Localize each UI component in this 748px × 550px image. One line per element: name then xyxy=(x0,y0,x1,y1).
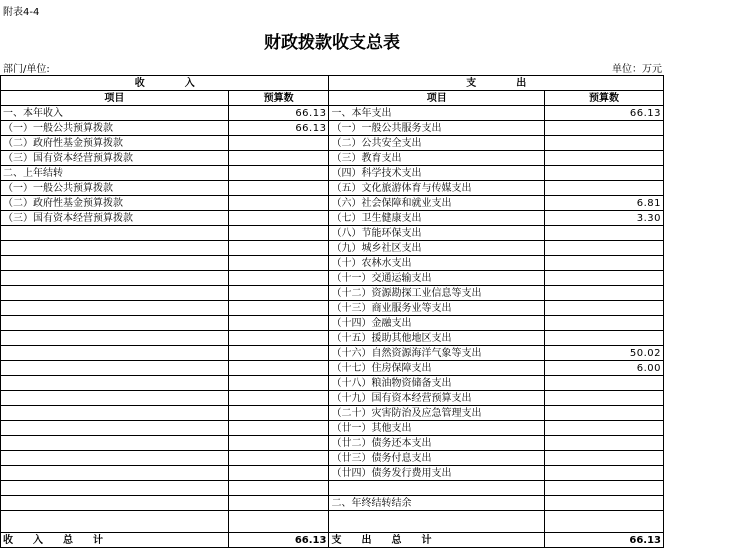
table-row xyxy=(1,376,664,391)
income-item-cell[interactable] xyxy=(1,256,229,271)
section-header-row xyxy=(1,76,664,91)
income-item-cell[interactable] xyxy=(1,301,229,316)
income-item-cell[interactable] xyxy=(1,271,229,286)
page-title: 财政拨款收支总表 xyxy=(264,33,400,53)
cell[interactable] xyxy=(545,511,664,533)
spacer-row xyxy=(1,511,664,533)
expense-value-cell[interactable]: 6.00 xyxy=(545,361,664,376)
income-value-cell[interactable] xyxy=(228,181,329,196)
income-value-cell[interactable] xyxy=(228,316,329,331)
department-label: 部门/单位: xyxy=(3,64,50,75)
income-item-cell[interactable]: （三）国有资本经营预算拨款 xyxy=(1,211,229,226)
income-value-cell[interactable]: 66.13 xyxy=(228,106,329,121)
expense-item-cell[interactable]: （廿三）债务付息支出 xyxy=(329,451,545,466)
table-row xyxy=(1,406,664,421)
cell[interactable] xyxy=(329,481,545,496)
expense-item-cell[interactable]: （二十）灾害防治及应急管理支出 xyxy=(329,406,545,421)
expense-value-cell[interactable] xyxy=(545,286,664,301)
income-item-cell[interactable] xyxy=(1,421,229,436)
expense-value-cell[interactable] xyxy=(545,121,664,136)
table-row xyxy=(1,106,664,121)
income-item-cell[interactable] xyxy=(1,286,229,301)
income-item-header[interactable]: 项目 xyxy=(1,91,229,106)
expense-value-cell[interactable] xyxy=(545,241,664,256)
expense-value-cell[interactable] xyxy=(545,436,664,451)
table-row xyxy=(1,256,664,271)
table-row xyxy=(1,121,664,136)
expense-value-cell[interactable] xyxy=(545,256,664,271)
income-value-cell[interactable] xyxy=(228,466,329,481)
income-header[interactable]: 收 入 xyxy=(1,76,329,91)
income-item-cell[interactable] xyxy=(1,406,229,421)
expense-value-cell[interactable] xyxy=(545,421,664,436)
expense-value-cell[interactable] xyxy=(545,181,664,196)
income-item-cell[interactable]: （一）一般公共预算拨款 xyxy=(1,121,229,136)
table-row xyxy=(1,451,664,466)
income-item-cell[interactable]: 二、上年结转 xyxy=(1,166,229,181)
expense-total-value[interactable]: 66.13 xyxy=(545,533,664,548)
income-value-cell[interactable] xyxy=(228,451,329,466)
income-item-cell[interactable] xyxy=(1,391,229,406)
income-item-cell[interactable] xyxy=(1,466,229,481)
blank-row xyxy=(1,481,664,496)
table-row xyxy=(1,361,664,376)
income-value-cell[interactable] xyxy=(228,256,329,271)
expense-item-cell[interactable]: （六）社会保障和就业支出 xyxy=(329,196,545,211)
income-total-label[interactable]: 收 入 总 计 xyxy=(1,533,229,548)
income-value-cell[interactable] xyxy=(228,166,329,181)
table-row xyxy=(1,181,664,196)
expense-item-cell[interactable]: （八）节能环保支出 xyxy=(329,226,545,241)
income-value-cell[interactable] xyxy=(228,346,329,361)
income-value-cell[interactable] xyxy=(228,271,329,286)
expense-item-cell[interactable]: （廿四）债务发行费用支出 xyxy=(329,466,545,481)
expense-item-cell[interactable]: （五）文化旅游体育与传媒支出 xyxy=(329,181,545,196)
income-value-cell[interactable] xyxy=(228,331,329,346)
income-item-cell[interactable] xyxy=(1,361,229,376)
expense-item-cell[interactable]: （二）公共安全支出 xyxy=(329,136,545,151)
expense-value-cell[interactable]: 50.02 xyxy=(545,346,664,361)
income-value-cell[interactable]: 66.13 xyxy=(228,121,329,136)
income-value-cell[interactable] xyxy=(228,226,329,241)
income-budget-header[interactable]: 预算数 xyxy=(228,91,329,106)
table-row xyxy=(1,466,664,481)
expense-value-cell[interactable] xyxy=(545,166,664,181)
expense-item-header[interactable]: 项目 xyxy=(329,91,545,106)
income-item-cell[interactable]: （二）政府性基金预算拨款 xyxy=(1,196,229,211)
expense-budget-header[interactable]: 预算数 xyxy=(545,91,664,106)
expense-item-cell[interactable]: （十一）交通运输支出 xyxy=(329,271,545,286)
income-item-cell[interactable] xyxy=(1,241,229,256)
table-row xyxy=(1,241,664,256)
expense-item-cell[interactable]: （九）城乡社区支出 xyxy=(329,241,545,256)
column-header-row xyxy=(1,91,664,106)
expense-item-cell[interactable]: （十九）国有资本经营预算支出 xyxy=(329,391,545,406)
table-row xyxy=(1,271,664,286)
expense-value-cell[interactable] xyxy=(545,151,664,166)
table-caption: 附表4-4 xyxy=(3,7,40,18)
expense-value-cell[interactable] xyxy=(545,466,664,481)
income-item-cell[interactable]: （二）政府性基金预算拨款 xyxy=(1,136,229,151)
table-row xyxy=(1,286,664,301)
income-value-cell[interactable] xyxy=(228,376,329,391)
expense-item-cell[interactable]: （十五）援助其他地区支出 xyxy=(329,331,545,346)
expense-value-cell[interactable] xyxy=(545,391,664,406)
expense-item-cell[interactable]: （四）科学技术支出 xyxy=(329,166,545,181)
income-item-cell[interactable] xyxy=(1,436,229,451)
income-total-value[interactable]: 66.13 xyxy=(228,533,329,548)
expense-item-cell[interactable]: （十二）资源勘探工业信息等支出 xyxy=(329,286,545,301)
cell[interactable] xyxy=(228,481,329,496)
table-row xyxy=(1,211,664,226)
cell[interactable] xyxy=(228,496,329,511)
expense-value-cell[interactable] xyxy=(545,226,664,241)
income-item-cell[interactable] xyxy=(1,376,229,391)
expense-value-cell[interactable] xyxy=(545,406,664,421)
income-item-cell[interactable] xyxy=(1,226,229,241)
expense-item-cell[interactable]: （一）一般公共服务支出 xyxy=(329,121,545,136)
income-value-cell[interactable] xyxy=(228,406,329,421)
income-value-cell[interactable] xyxy=(228,301,329,316)
income-value-cell[interactable] xyxy=(228,391,329,406)
income-item-cell[interactable] xyxy=(1,316,229,331)
table-row xyxy=(1,331,664,346)
expense-header[interactable]: 支 出 xyxy=(329,76,664,91)
expense-item-cell[interactable]: （廿二）债务还本支出 xyxy=(329,436,545,451)
income-item-cell[interactable] xyxy=(1,331,229,346)
expense-item-cell[interactable]: （七）卫生健康支出 xyxy=(329,211,545,226)
income-item-cell[interactable]: 一、本年收入 xyxy=(1,106,229,121)
unit-label: 单位：万元 xyxy=(612,64,662,75)
cell[interactable] xyxy=(1,496,229,511)
expense-item-cell[interactable]: （十三）商业服务业等支出 xyxy=(329,301,545,316)
income-value-cell[interactable] xyxy=(228,241,329,256)
budget-table xyxy=(0,75,664,548)
expense-item-cell[interactable]: （廿一）其他支出 xyxy=(329,421,545,436)
expense-value-cell[interactable] xyxy=(545,451,664,466)
expense-item-cell[interactable]: （三）教育支出 xyxy=(329,151,545,166)
expense-item-cell[interactable]: 一、本年支出 xyxy=(329,106,545,121)
expense-value-cell[interactable] xyxy=(545,301,664,316)
expense-value-cell[interactable] xyxy=(545,376,664,391)
table-row xyxy=(1,196,664,211)
table-row xyxy=(1,436,664,451)
income-item-cell[interactable]: （三）国有资本经营预算拨款 xyxy=(1,151,229,166)
table-row xyxy=(1,346,664,361)
cell[interactable] xyxy=(545,496,664,511)
carryover-label[interactable]: 二、年终结转结余 xyxy=(329,496,545,511)
expense-value-cell[interactable] xyxy=(545,331,664,346)
cell[interactable] xyxy=(545,481,664,496)
expense-value-cell[interactable]: 6.81 xyxy=(545,196,664,211)
income-value-cell[interactable] xyxy=(228,361,329,376)
table-row xyxy=(1,421,664,436)
expense-total-label[interactable]: 支 出 总 计 xyxy=(329,533,545,548)
expense-item-cell[interactable]: （十六）自然资源海洋气象等支出 xyxy=(329,346,545,361)
expense-item-cell[interactable]: （十四）金融支出 xyxy=(329,316,545,331)
expense-item-cell[interactable]: （十）农林水支出 xyxy=(329,256,545,271)
expense-item-cell[interactable]: （十八）粮油物资储备支出 xyxy=(329,376,545,391)
cell[interactable] xyxy=(1,481,229,496)
cell[interactable] xyxy=(1,511,229,533)
total-row xyxy=(1,533,664,548)
income-value-cell[interactable] xyxy=(228,136,329,151)
income-value-cell[interactable] xyxy=(228,211,329,226)
income-item-cell[interactable] xyxy=(1,346,229,361)
income-value-cell[interactable] xyxy=(228,421,329,436)
cell[interactable] xyxy=(329,511,545,533)
expense-value-cell[interactable]: 66.13 xyxy=(545,106,664,121)
income-item-cell[interactable]: （一）一般公共预算拨款 xyxy=(1,181,229,196)
expense-value-cell[interactable] xyxy=(545,316,664,331)
income-value-cell[interactable] xyxy=(228,151,329,166)
expense-value-cell[interactable] xyxy=(545,136,664,151)
table-row xyxy=(1,151,664,166)
table-row xyxy=(1,136,664,151)
table-row xyxy=(1,301,664,316)
expense-value-cell[interactable] xyxy=(545,271,664,286)
income-item-cell[interactable] xyxy=(1,451,229,466)
table-row xyxy=(1,316,664,331)
income-value-cell[interactable] xyxy=(228,196,329,211)
cell[interactable] xyxy=(228,511,329,533)
table-row xyxy=(1,226,664,241)
income-value-cell[interactable] xyxy=(228,436,329,451)
expense-item-cell[interactable]: （十七）住房保障支出 xyxy=(329,361,545,376)
table-row xyxy=(1,391,664,406)
carryover-row xyxy=(1,496,664,511)
table-row xyxy=(1,166,664,181)
expense-value-cell[interactable]: 3.30 xyxy=(545,211,664,226)
income-value-cell[interactable] xyxy=(228,286,329,301)
